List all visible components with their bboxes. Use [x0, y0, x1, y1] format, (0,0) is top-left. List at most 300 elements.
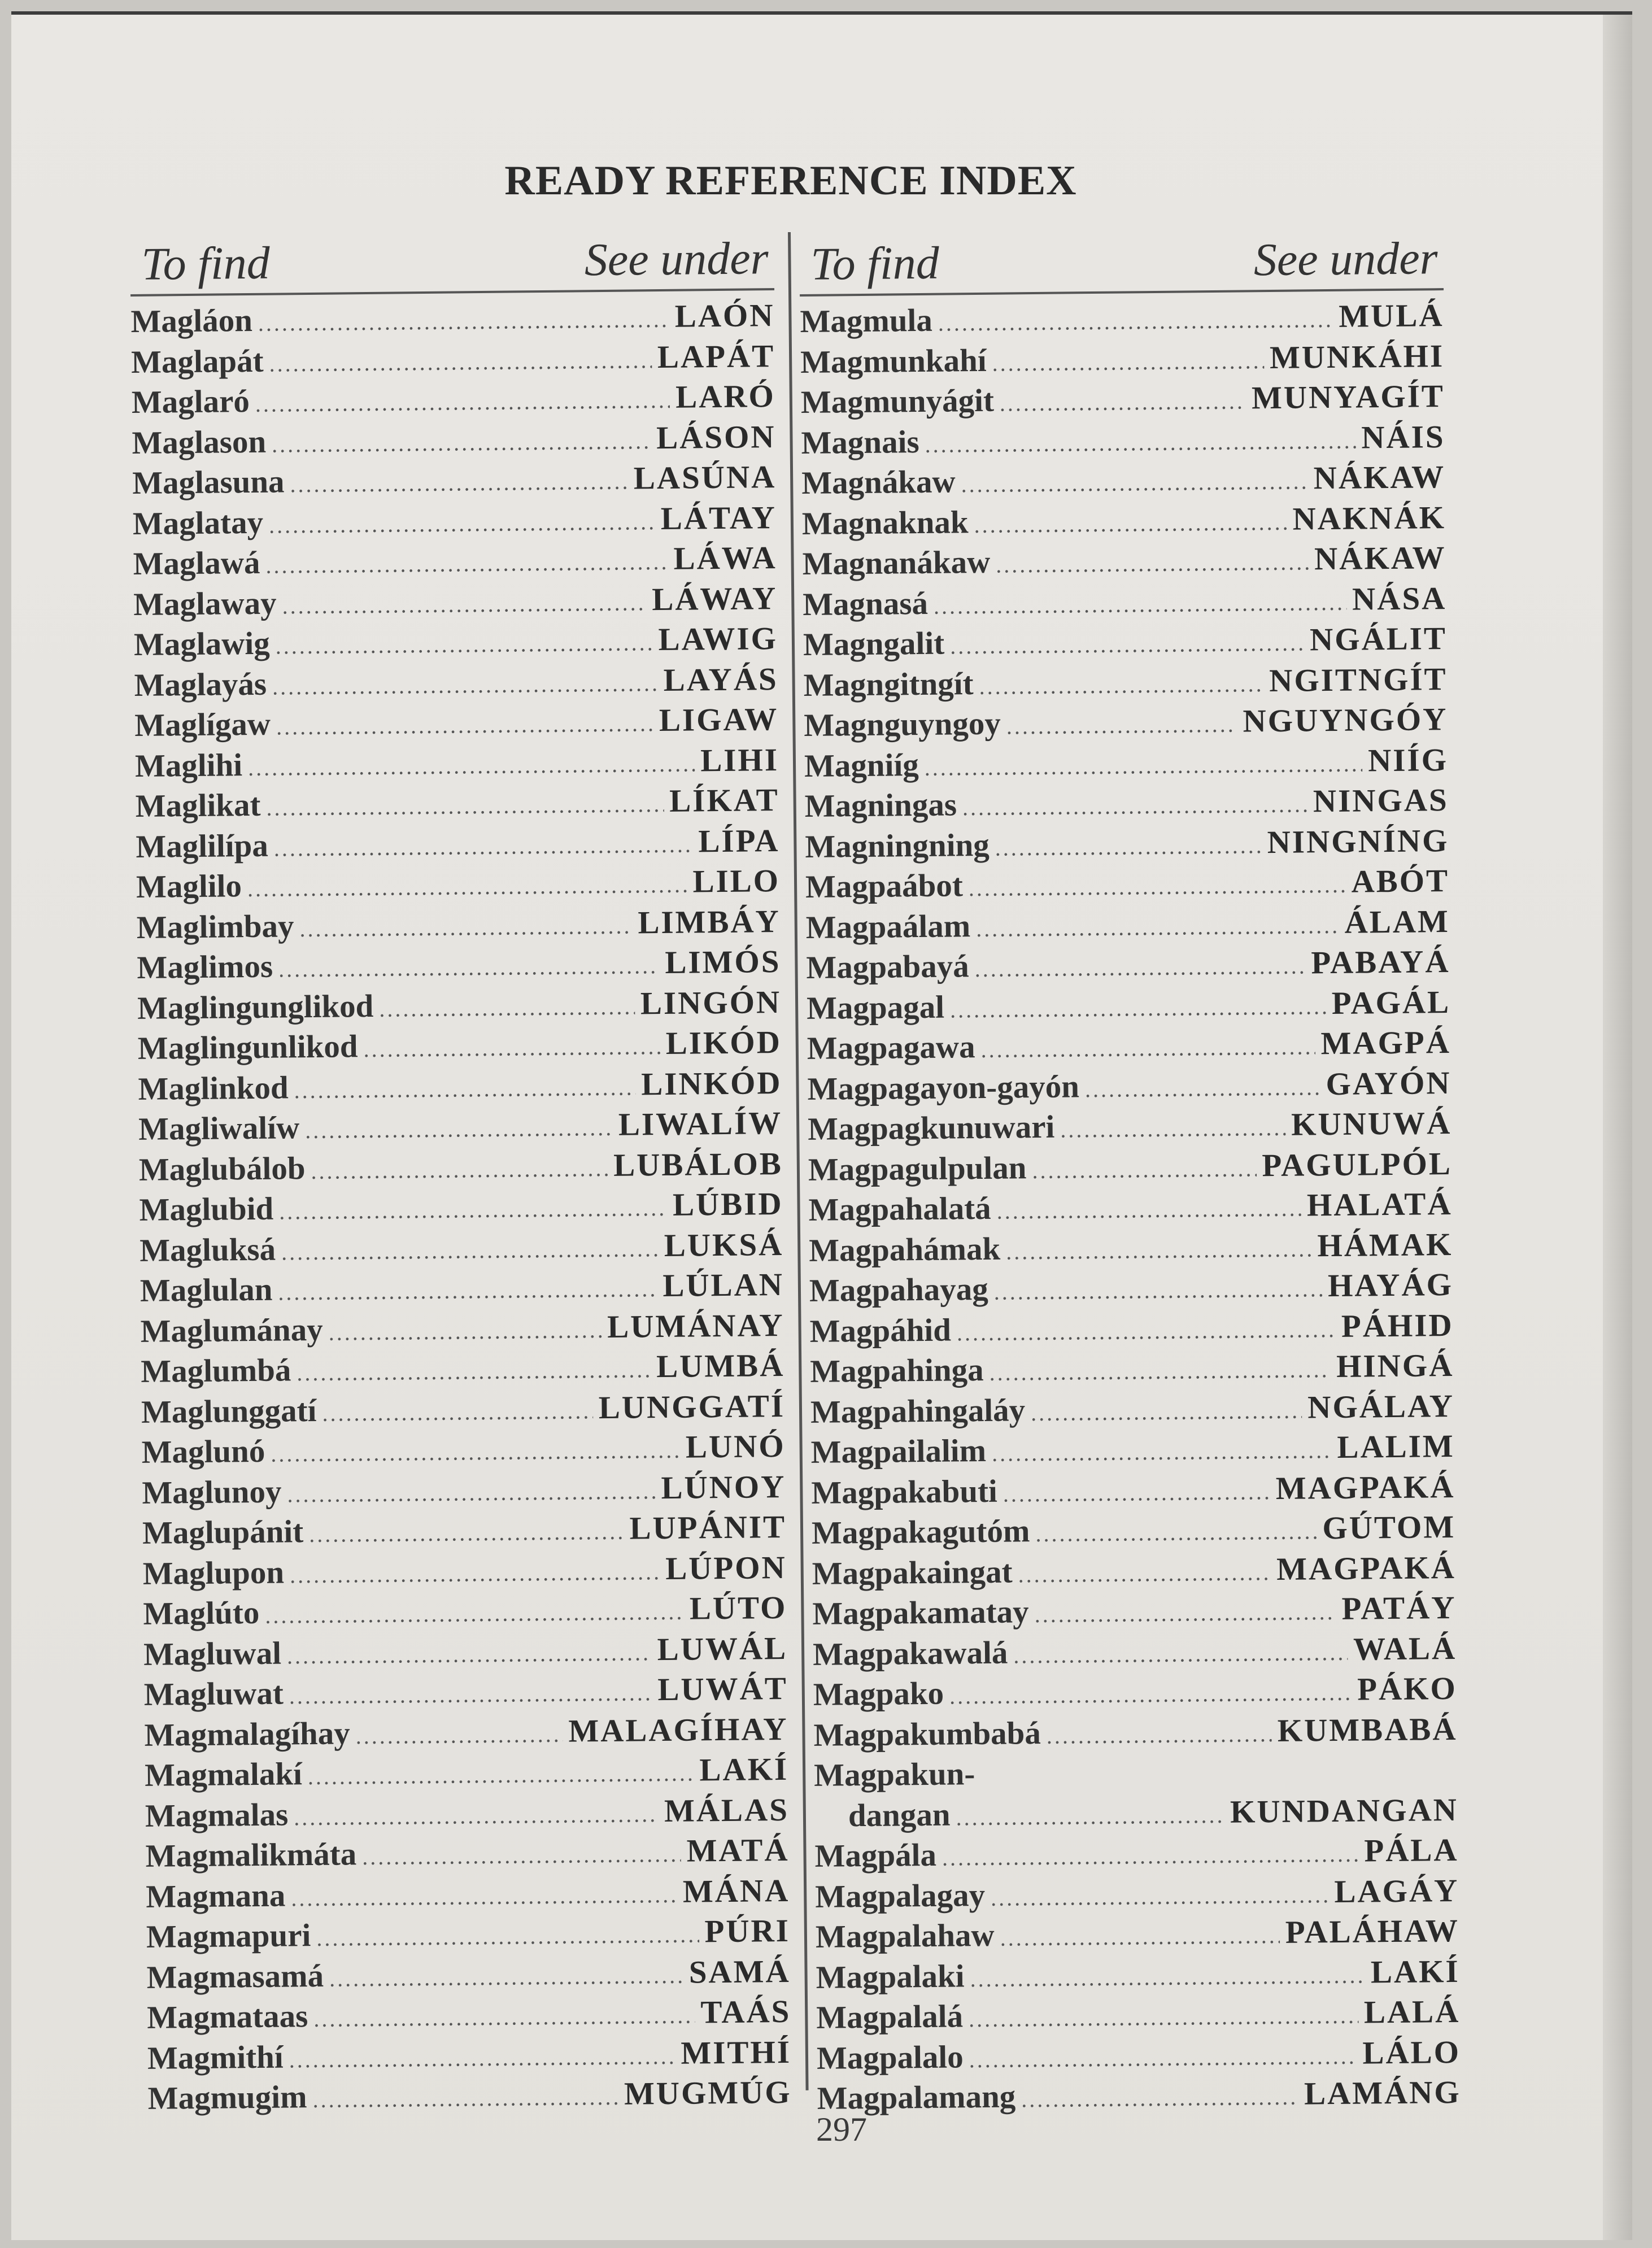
page-number: 297	[816, 2111, 867, 2148]
index-entry	[809, 1266, 1454, 1313]
page-title: READY REFERENCE INDEX	[504, 158, 1077, 204]
dot-leader	[278, 952, 660, 982]
index-term: Maglilípa	[136, 827, 269, 865]
index-entry	[146, 1912, 791, 1959]
index-term: Maglunggatí	[141, 1392, 317, 1430]
dot-leader	[1031, 1397, 1302, 1426]
dot-leader	[289, 1679, 652, 1709]
index-see-under: MÁNA	[682, 1872, 790, 1910]
index-term: Magpáhid	[809, 1312, 952, 1349]
index-see-under: LUNGGATÍ	[598, 1388, 786, 1426]
index-entry	[813, 1630, 1457, 1676]
dot-leader	[994, 1275, 1323, 1305]
dot-leader	[996, 1195, 1301, 1225]
dot-leader	[970, 1962, 1365, 1992]
index-term: Magmalakí	[144, 1756, 303, 1793]
index-term: Magpalalo	[816, 2038, 964, 2076]
index-see-under: LALÁ	[1363, 1993, 1461, 2031]
index-entry	[144, 1670, 788, 1717]
index-entry	[146, 1872, 790, 1918]
left-entries	[130, 297, 792, 2120]
index-see-under: NÁKAW	[1313, 459, 1446, 496]
index-term: Magpailalim	[810, 1432, 987, 1470]
index-entry	[146, 1953, 791, 1999]
index-see-under: LIGAW	[659, 702, 779, 739]
dot-leader	[276, 710, 653, 740]
index-entry	[816, 1993, 1461, 2040]
index-term: Magniíg	[804, 747, 919, 784]
index-entry	[143, 1630, 788, 1676]
index-see-under: MUNKÁHI	[1269, 338, 1445, 376]
index-term: Maglinkod	[138, 1069, 289, 1107]
index-see-under: MATÁ	[686, 1832, 790, 1869]
index-term: Maglumánay	[140, 1312, 323, 1349]
left-header-see-under: See under	[584, 232, 769, 286]
dot-leader	[991, 1881, 1329, 1911]
index-entry	[807, 1024, 1452, 1070]
index-entry	[810, 1387, 1455, 1434]
index-term: Magmithí	[147, 2039, 284, 2076]
dot-leader	[969, 872, 1346, 901]
index-term: Magluksá	[140, 1231, 276, 1269]
index-term: Magmasamá	[146, 1958, 324, 1996]
dot-leader	[996, 548, 1309, 578]
index-term: Magpalahaw	[815, 1917, 995, 1955]
dot-leader	[992, 347, 1264, 377]
index-term: Magmula	[800, 302, 933, 339]
dot-leader	[980, 1033, 1315, 1063]
index-entry	[134, 701, 779, 747]
index-see-under: MAGPAKÁ	[1276, 1549, 1457, 1587]
index-term: Magpaábot	[805, 868, 964, 905]
dot-leader	[995, 832, 1262, 861]
dot-leader	[269, 508, 655, 539]
index-term: Magmalas	[145, 1796, 289, 1834]
dot-leader	[272, 670, 658, 700]
index-term: Magmana	[145, 1877, 286, 1915]
dot-leader	[969, 2002, 1358, 2033]
dot-leader	[282, 589, 646, 619]
dot-leader	[291, 1881, 677, 1911]
index-entry	[137, 903, 781, 949]
index-entry	[804, 742, 1449, 788]
dot-leader	[265, 548, 668, 579]
index-entry	[801, 419, 1445, 465]
dot-leader	[1060, 1114, 1285, 1143]
index-term: Magpagawa	[807, 1029, 975, 1066]
dot-leader	[979, 670, 1263, 700]
index-entry	[816, 1912, 1460, 1959]
dot-leader	[1047, 1720, 1272, 1749]
index-see-under: LUKSÁ	[664, 1226, 784, 1264]
dot-leader	[363, 1033, 660, 1062]
index-term: Maglaway	[133, 585, 277, 622]
index-entry	[806, 943, 1450, 990]
dot-leader	[1021, 2084, 1298, 2113]
right-column-header	[799, 226, 1444, 297]
index-entry	[133, 499, 777, 546]
dot-leader	[950, 993, 1326, 1023]
index-see-under: LUNÓ	[685, 1428, 786, 1465]
index-see-under: LÁSON	[656, 419, 776, 456]
index-entry	[142, 1549, 787, 1595]
dot-leader	[258, 306, 669, 337]
index-entry	[137, 943, 781, 990]
index-term: Magpahinga	[810, 1352, 984, 1389]
index-see-under: LUBÁLOB	[613, 1145, 783, 1183]
dot-leader	[305, 1114, 613, 1144]
index-see-under: ABÓT	[1351, 863, 1450, 900]
index-entry	[803, 661, 1448, 707]
dot-leader	[322, 1397, 593, 1427]
index-see-under: LUWÁT	[657, 1670, 788, 1708]
dot-leader	[313, 2002, 695, 2032]
index-term: Maglilo	[136, 868, 242, 905]
dot-leader	[1006, 1235, 1312, 1265]
index-see-under: LALIM	[1337, 1428, 1455, 1465]
index-term: Magpakaingat	[812, 1553, 1013, 1592]
index-term: Maglingunlikod	[137, 1029, 358, 1066]
index-term: Magngalit	[803, 625, 945, 663]
index-term: Magpakagutóm	[811, 1513, 1030, 1551]
index-entry	[144, 1710, 788, 1757]
dot-leader	[1032, 1155, 1256, 1184]
index-term: Maglupánit	[142, 1514, 304, 1551]
index-term: Maglunó	[141, 1433, 265, 1470]
index-term: Maglawá	[133, 544, 260, 582]
page-spine-shadow	[1603, 15, 1632, 2240]
index-see-under: PAGULPÓL	[1262, 1145, 1453, 1183]
index-entry	[143, 1589, 787, 1636]
dot-leader	[294, 1074, 635, 1104]
dot-leader	[269, 347, 652, 377]
index-see-under: SAMÁ	[688, 1953, 791, 1990]
dot-leader	[278, 1275, 657, 1305]
dot-leader	[1003, 1478, 1270, 1508]
index-see-under: LÚNOY	[661, 1469, 786, 1506]
dot-leader	[297, 1356, 651, 1386]
dot-leader	[961, 468, 1308, 498]
dot-leader	[290, 1558, 660, 1588]
dot-leader	[956, 1801, 1224, 1831]
index-term: Magpalagay	[814, 1877, 986, 1915]
dot-leader	[281, 1235, 659, 1265]
index-term: Maglapát	[130, 343, 264, 380]
index-see-under: LÁLO	[1362, 2034, 1461, 2071]
index-term: Magpahingaláy	[810, 1392, 1026, 1430]
index-term: Maglayás	[134, 666, 267, 703]
index-term: Magpála	[814, 1837, 937, 1874]
index-term: Maglasuna	[132, 464, 285, 501]
dot-leader	[1035, 1518, 1317, 1547]
index-term: Magpalalá	[816, 1998, 964, 2036]
index-term: Maglawig	[133, 625, 270, 663]
index-see-under: MULÁ	[1339, 298, 1444, 334]
index-see-under: NINGNÍNG	[1267, 822, 1449, 860]
index-see-under: LIMÓS	[665, 943, 781, 981]
index-entry	[808, 1186, 1453, 1232]
index-term: Magpagkunuwari	[807, 1109, 1055, 1147]
index-entry	[812, 1549, 1456, 1595]
index-term: Magliwalíw	[138, 1110, 300, 1147]
index-see-under: WALÁ	[1353, 1630, 1457, 1667]
index-term: Magluwal	[143, 1635, 282, 1672]
dot-leader	[266, 791, 664, 821]
index-term: Magpaálam	[805, 908, 971, 946]
index-see-under: LÁWA	[673, 540, 777, 577]
index-term: Magláon	[130, 302, 253, 339]
index-term: Magmataas	[147, 1998, 308, 2036]
dot-leader	[1085, 1074, 1320, 1103]
index-term: Magmunkahí	[800, 342, 987, 380]
index-see-under: LÚLAN	[662, 1266, 784, 1304]
index-entry	[147, 2033, 792, 2080]
dot-leader	[938, 306, 1333, 337]
index-term: Magpalaki	[816, 1958, 965, 1996]
index-entry	[137, 983, 782, 1030]
index-see-under: LASÚNA	[633, 459, 777, 496]
index-term: Maglígaw	[134, 706, 271, 743]
dot-leader	[311, 1155, 608, 1184]
index-entry	[817, 2033, 1461, 2080]
index-see-under: LÁWAY	[652, 580, 778, 617]
dot-leader	[287, 1639, 652, 1669]
index-term: Maglihi	[134, 747, 243, 784]
dot-leader	[255, 387, 670, 417]
index-see-under: LAPÁT	[657, 338, 775, 375]
index-see-under: LUMBÁ	[656, 1347, 785, 1385]
index-see-under: HALATÁ	[1306, 1186, 1453, 1223]
index-entry	[140, 1306, 784, 1353]
index-see-under: LÁTAY	[660, 499, 777, 537]
index-see-under: NAKNÁK	[1292, 499, 1446, 537]
index-see-under: PÁLA	[1364, 1832, 1459, 1869]
index-entry	[813, 1670, 1458, 1717]
right-header-see-under: See under	[1253, 232, 1438, 286]
index-entry	[800, 297, 1444, 343]
index-see-under: PALÁHAW	[1285, 1912, 1460, 1950]
index-see-under: KUMBABÁ	[1277, 1711, 1458, 1749]
index-entry	[138, 1024, 782, 1070]
index-see-under: NGÁLAY	[1307, 1388, 1455, 1425]
book-page	[11, 11, 1632, 2240]
dot-leader	[290, 468, 628, 498]
dot-leader	[299, 912, 632, 942]
index-term: Magpahayag	[809, 1271, 988, 1309]
index-term: dangan	[848, 1797, 951, 1833]
index-entry	[815, 1872, 1459, 1918]
index-entry	[801, 378, 1445, 424]
dot-leader	[989, 1356, 1331, 1386]
dot-leader	[1006, 711, 1237, 740]
index-term: Magpalamang	[817, 2079, 1016, 2116]
index-entry	[136, 862, 781, 909]
index-see-under: LAÓN	[674, 298, 775, 334]
index-term: Magpagal	[806, 989, 945, 1026]
dot-leader	[969, 2042, 1357, 2073]
index-term: Magpagulpulan	[808, 1149, 1027, 1188]
dot-leader	[925, 750, 1363, 781]
dot-leader	[1000, 387, 1246, 416]
index-see-under: NGUYNGÓY	[1243, 702, 1448, 739]
index-see-under: KUNDANGAN	[1230, 1792, 1459, 1830]
index-entry	[133, 580, 778, 626]
index-term: Maglumbá	[141, 1352, 291, 1389]
index-see-under: MALAGÍHAY	[568, 1711, 788, 1749]
index-term: Magningning	[805, 827, 990, 865]
index-see-under: LÚPON	[665, 1549, 787, 1587]
index-entry	[135, 782, 779, 828]
index-entry	[138, 1064, 782, 1110]
index-see-under: PABAYÁ	[1311, 943, 1450, 981]
index-see-under: NIÍG	[1367, 742, 1449, 778]
index-term: Maglupon	[142, 1554, 285, 1592]
index-see-under: NÁSA	[1352, 580, 1447, 617]
dot-leader	[329, 1962, 683, 1992]
index-entry	[139, 1145, 783, 1191]
index-term: Magpako	[813, 1675, 944, 1713]
dot-leader	[1013, 1639, 1348, 1668]
dot-leader	[1018, 1559, 1271, 1588]
index-see-under: LIHI	[700, 742, 779, 778]
index-entry	[140, 1226, 784, 1272]
index-term: Maglason	[132, 424, 267, 461]
index-entry	[142, 1468, 786, 1514]
dot-leader	[379, 993, 635, 1022]
index-term: Magngitngít	[803, 665, 974, 703]
index-entry	[817, 2074, 1461, 2120]
index-term: Magpahámak	[809, 1231, 1001, 1269]
dot-leader	[1000, 1922, 1280, 1951]
index-entry	[807, 1064, 1452, 1110]
index-term: Magpakawalá	[812, 1635, 1008, 1672]
index-term: Maglunoy	[142, 1474, 282, 1511]
index-entry	[810, 1428, 1455, 1474]
index-entry	[135, 742, 779, 788]
index-see-under: LARÓ	[675, 378, 776, 415]
index-term: Magnasá	[803, 585, 929, 622]
dot-leader	[949, 1679, 1352, 1710]
index-see-under: LAGÁY	[1334, 1872, 1459, 1910]
dot-leader	[362, 1841, 681, 1870]
index-entry	[814, 1751, 1458, 1797]
index-see-under: HAYÁG	[1327, 1266, 1454, 1304]
index-entry	[810, 1347, 1454, 1393]
index-entry	[809, 1306, 1454, 1353]
index-see-under: LUPÁNIT	[629, 1509, 787, 1546]
index-term: Magmapuri	[146, 1918, 311, 1955]
index-see-under: LAKÍ	[699, 1751, 789, 1788]
dot-leader	[248, 750, 695, 781]
index-see-under: MUGMÚG	[624, 2074, 792, 2112]
index-entry	[147, 2074, 792, 2120]
index-term: Magluwat	[143, 1675, 284, 1713]
index-term: Magningas	[804, 787, 957, 824]
index-term: Maglatay	[132, 504, 264, 542]
index-entry	[803, 580, 1447, 626]
index-term: Magpakabuti	[811, 1473, 998, 1511]
left-header-to-find: To find	[141, 237, 271, 290]
index-entry	[804, 701, 1448, 747]
index-entry	[136, 822, 780, 869]
index-entry	[800, 338, 1445, 384]
index-see-under: LINKÓD	[641, 1065, 782, 1102]
index-term: Magnais	[801, 424, 919, 461]
index-entry	[141, 1347, 785, 1393]
index-term: Magnákaw	[801, 464, 956, 501]
index-term: Magmalagíhay	[144, 1715, 350, 1753]
index-see-under: LAKÍ	[1370, 1953, 1460, 1990]
index-entry	[145, 1791, 790, 1837]
index-see-under: LÚBID	[672, 1186, 783, 1223]
index-see-under: MAGPÁ	[1320, 1024, 1452, 1062]
index-see-under: PÚRI	[704, 1912, 791, 1950]
index-entry	[147, 1993, 791, 2040]
dot-leader	[992, 1437, 1332, 1467]
index-see-under: LIWALÍW	[618, 1105, 783, 1143]
index-term: Magnguyngoy	[804, 705, 1001, 743]
index-term: Maglimos	[137, 948, 273, 986]
index-term: Maglúto	[143, 1594, 260, 1632]
dot-leader	[976, 912, 1339, 942]
index-see-under: LIKÓD	[665, 1024, 782, 1061]
index-entry	[806, 903, 1450, 949]
index-see-under: LAWIG	[658, 621, 778, 658]
index-see-under: PÁKO	[1357, 1670, 1458, 1707]
index-see-under: NGITNGÍT	[1269, 661, 1448, 699]
dot-leader	[265, 1598, 684, 1629]
index-term: Magnanákaw	[802, 544, 991, 582]
index-entry	[803, 620, 1448, 666]
dot-leader	[275, 629, 652, 659]
dot-leader	[312, 2084, 618, 2113]
index-entry	[134, 661, 778, 707]
index-entry	[132, 459, 777, 505]
index-entry	[141, 1387, 786, 1434]
index-see-under: PÁHID	[1341, 1307, 1454, 1344]
dot-leader	[356, 1720, 563, 1749]
index-term: Magmunyágit	[800, 382, 995, 420]
right-entries	[800, 297, 1461, 2120]
index-see-under: TAÁS	[700, 1993, 791, 2031]
dot-leader	[329, 1317, 602, 1346]
index-see-under: LUMÁNAY	[607, 1307, 784, 1345]
index-entry	[814, 1791, 1459, 1837]
index-entry	[140, 1266, 784, 1313]
left-column-header	[130, 226, 774, 297]
index-see-under: MAGPAKÁ	[1275, 1469, 1455, 1506]
index-term: Magmalikmáta	[145, 1836, 357, 1874]
dot-leader	[309, 1518, 624, 1548]
index-entry	[816, 1953, 1460, 1999]
dot-leader	[950, 629, 1304, 659]
index-entry	[142, 1509, 787, 1555]
index-see-under: HINGÁ	[1336, 1347, 1454, 1384]
index-entry	[811, 1468, 1455, 1514]
index-see-under: NGÁLIT	[1309, 621, 1448, 658]
index-see-under: MUNYAGÍT	[1251, 378, 1445, 416]
index-term: Maglingunglikod	[137, 988, 374, 1026]
index-term: Magpakun-	[813, 1756, 975, 1793]
index-term: Maglubálob	[138, 1150, 306, 1188]
dot-leader	[271, 1437, 680, 1467]
index-term: Magmugim	[147, 2079, 307, 2116]
index-see-under: MITHÍ	[681, 2034, 792, 2071]
index-see-under: PAGÁL	[1331, 984, 1451, 1021]
dot-leader	[274, 831, 693, 861]
index-see-under: NINGAS	[1313, 782, 1449, 820]
index-term: Maglubid	[139, 1191, 274, 1228]
